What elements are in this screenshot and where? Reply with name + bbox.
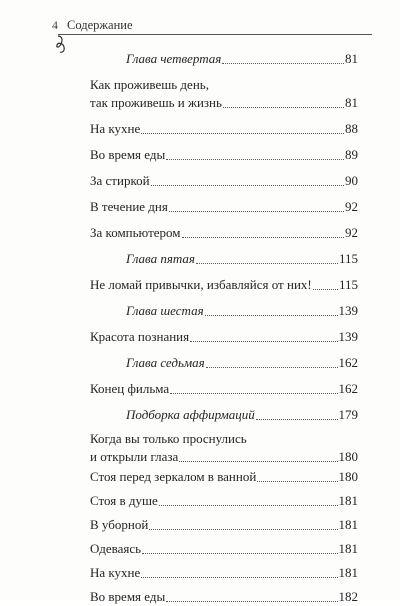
leader-dots <box>182 237 344 238</box>
toc-item-title: Во время еды <box>90 589 166 604</box>
toc-page-number: 181 <box>338 517 358 532</box>
toc-page-number: 162 <box>338 381 358 396</box>
toc-item-title: В течение дня <box>90 199 168 214</box>
toc-item-title: Стоя в душе <box>90 493 158 508</box>
toc-item-title: За стиркой <box>90 173 150 188</box>
toc-page-number: 88 <box>345 121 358 136</box>
toc-page-number: 139 <box>338 329 358 344</box>
leader-dots <box>169 211 344 212</box>
leader-dots <box>223 107 344 108</box>
toc-item[interactable] <box>90 198 358 216</box>
toc-page-number: 81 <box>345 95 358 110</box>
toc-page-number: 115 <box>338 277 358 292</box>
leader-dots <box>151 185 344 186</box>
page-number: 4 <box>52 18 58 32</box>
toc-item-title: На кухне <box>90 121 141 136</box>
toc-page-number: 92 <box>345 199 358 214</box>
toc-page-number: 179 <box>338 407 358 422</box>
toc-item-title: На кухне <box>90 565 141 580</box>
toc-page-number: 181 <box>338 565 358 580</box>
leader-dots <box>190 341 337 342</box>
toc-page-number: 182 <box>338 589 358 604</box>
table-of-contents <box>90 48 358 606</box>
leader-dots <box>166 601 337 602</box>
toc-chapter[interactable] <box>90 250 358 268</box>
page-header <box>52 17 372 43</box>
leader-dots <box>222 63 344 64</box>
leader-dots <box>206 367 338 368</box>
toc-page-number: 92 <box>345 225 358 240</box>
toc-item[interactable] <box>90 492 358 510</box>
toc-item-title: В уборной <box>90 517 149 532</box>
toc-chapter[interactable] <box>90 406 358 424</box>
toc-chapter-title: Глава четвертая <box>126 51 222 66</box>
toc-chapter-title: Глава шестая <box>126 303 204 318</box>
leader-dots <box>149 529 337 530</box>
toc-item[interactable] <box>90 328 358 346</box>
toc-page-number: 90 <box>345 173 358 188</box>
toc-page-number: 180 <box>338 469 358 484</box>
toc-page-number: 181 <box>338 493 358 508</box>
toc-item-title-line1: Когда вы только проснулись <box>90 431 247 446</box>
running-title: Содержание <box>67 18 133 32</box>
leader-dots <box>256 419 338 420</box>
toc-item-title: Конец фильма <box>90 381 170 396</box>
leader-dots <box>179 461 337 462</box>
toc-item-title-line2: так проживешь и жизнь <box>90 95 222 110</box>
toc-item[interactable] <box>90 76 358 112</box>
flourish-ornament-icon <box>54 34 74 54</box>
toc-item[interactable] <box>90 146 358 164</box>
toc-chapter[interactable] <box>90 354 358 372</box>
leader-dots <box>159 505 338 506</box>
toc-page-number: 180 <box>338 449 358 464</box>
leader-dots <box>205 315 338 316</box>
toc-item-title-line2: и открыли глаза <box>90 449 179 464</box>
toc-item[interactable] <box>90 380 358 398</box>
toc-item-title: Стоя перед зеркалом в ванной <box>90 469 257 484</box>
leader-dots <box>142 553 337 554</box>
toc-page-number: 81 <box>345 51 358 66</box>
toc-page-number: 181 <box>338 541 358 556</box>
toc-item[interactable] <box>90 120 358 138</box>
toc-chapter-title: Глава седьмая <box>126 355 205 370</box>
toc-item[interactable] <box>90 540 358 558</box>
leader-dots <box>170 393 337 394</box>
toc-page-number: 89 <box>345 147 358 162</box>
toc-item[interactable] <box>90 516 358 534</box>
leader-dots <box>141 577 337 578</box>
toc-chapter-title: Глава пятая <box>126 251 195 266</box>
toc-item-title: За компьютером <box>90 225 181 240</box>
toc-item-title: Одеваясь <box>90 541 142 556</box>
toc-item-title: Во время еды <box>90 147 166 162</box>
header-rule <box>58 34 372 35</box>
toc-page-number: 162 <box>338 355 358 370</box>
leader-dots <box>257 481 337 482</box>
toc-page-number: 139 <box>338 303 358 318</box>
toc-item[interactable] <box>90 430 358 466</box>
toc-item-title-line1: Как проживешь день, <box>90 77 209 92</box>
toc-item[interactable] <box>90 588 358 606</box>
toc-item-title: Не ломай привычки, избавляйся от них! <box>90 277 312 292</box>
leader-dots <box>196 263 338 264</box>
toc-item[interactable] <box>90 172 358 190</box>
leader-dots <box>313 289 338 290</box>
toc-item[interactable] <box>90 468 358 486</box>
toc-item[interactable] <box>90 564 358 582</box>
toc-chapter-title: Подборка аффирмаций <box>126 407 255 422</box>
leader-dots <box>141 133 344 134</box>
leader-dots <box>166 159 344 160</box>
toc-chapter[interactable] <box>90 302 358 320</box>
toc-item-title: Красота познания <box>90 329 190 344</box>
toc-item[interactable] <box>90 276 358 294</box>
toc-item[interactable] <box>90 224 358 242</box>
toc-page-number: 115 <box>338 251 358 266</box>
toc-chapter[interactable] <box>90 50 358 68</box>
